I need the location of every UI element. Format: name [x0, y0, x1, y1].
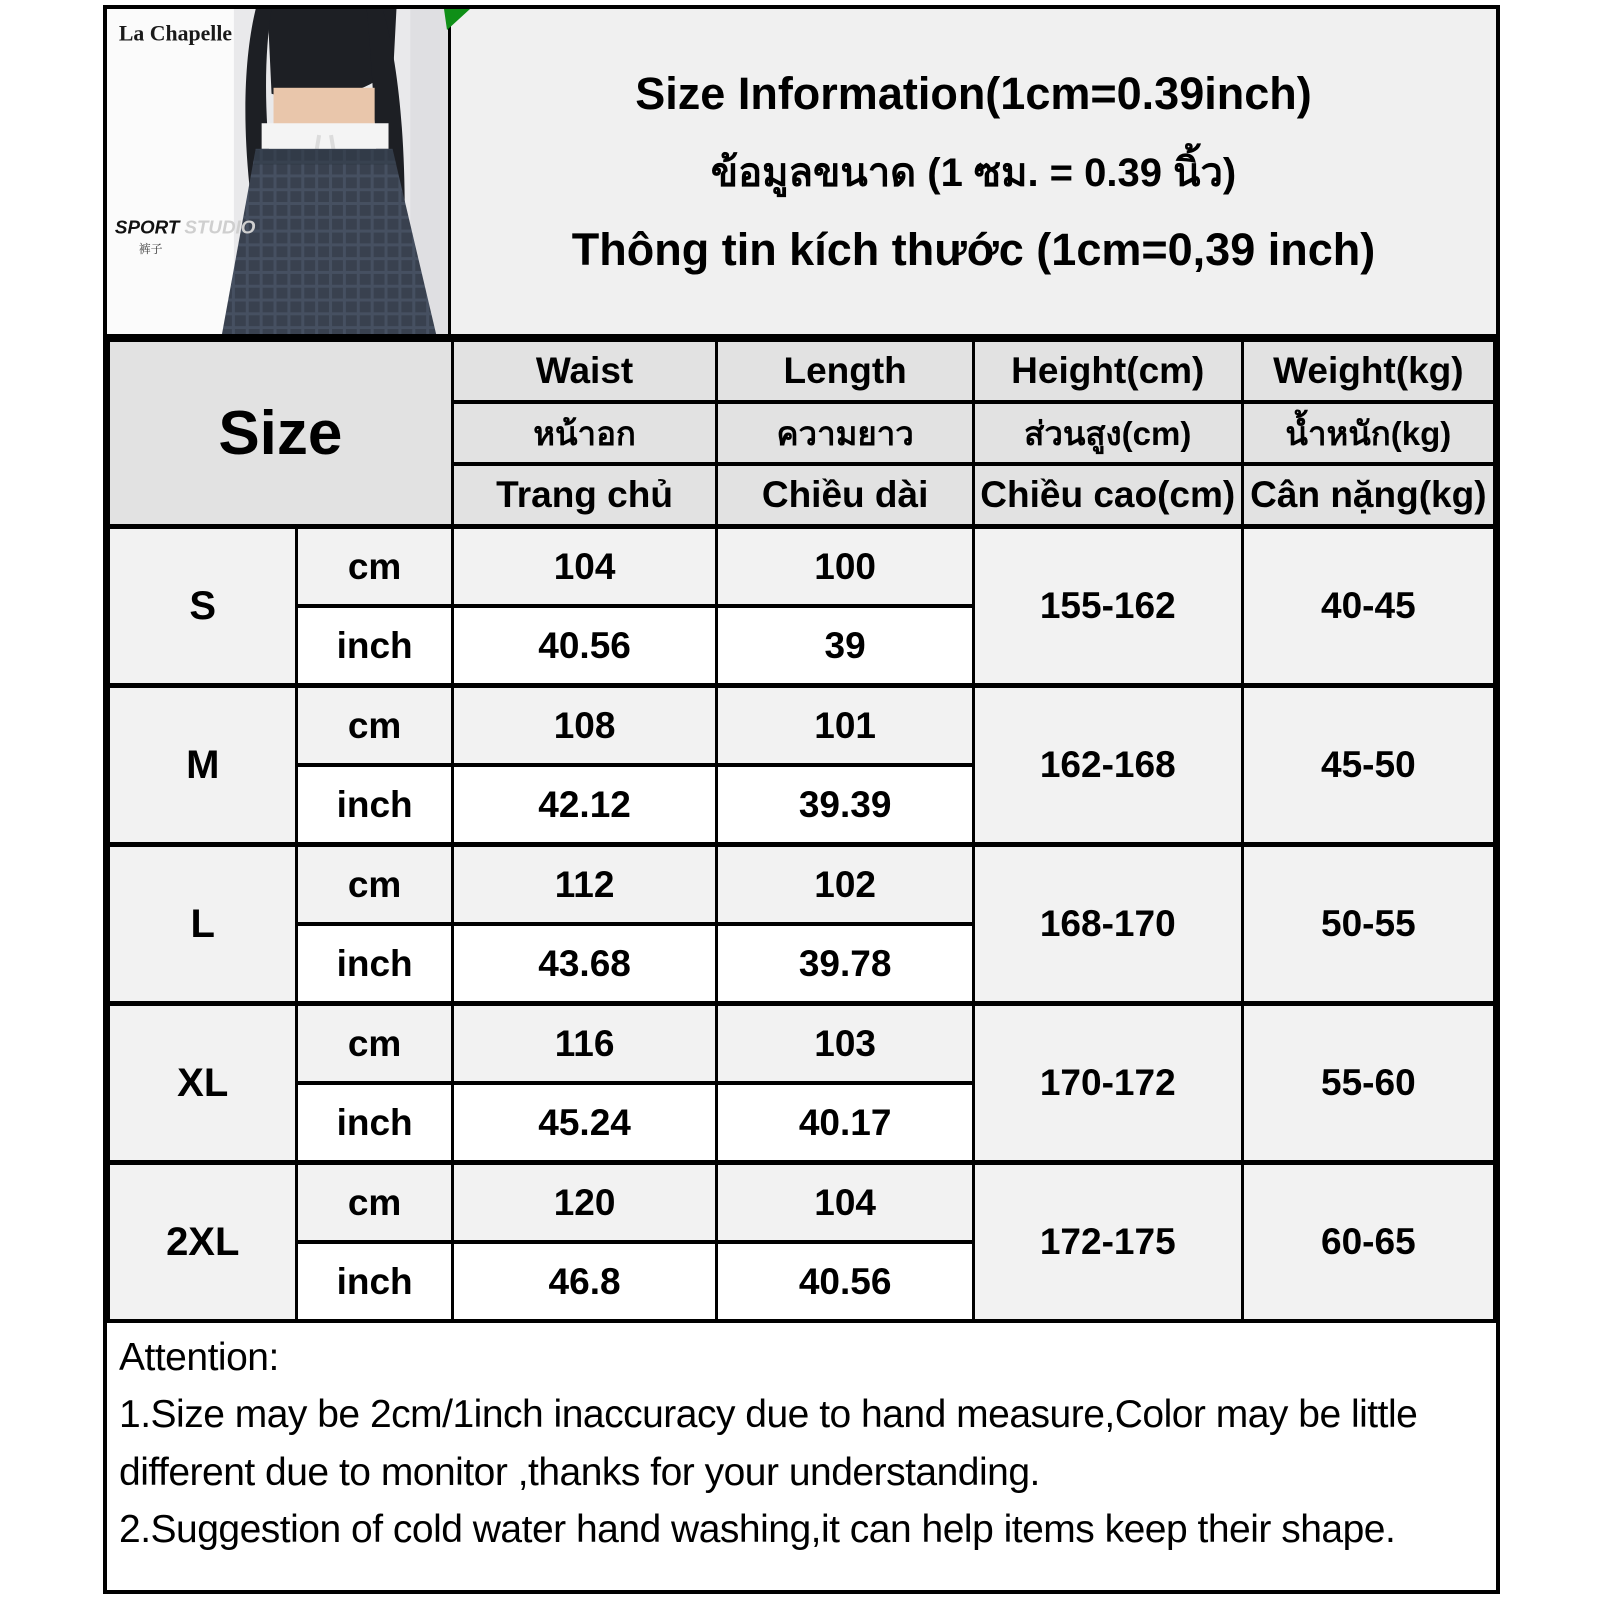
col-header-height-en: Height(cm)	[973, 340, 1242, 402]
length-cm-value: 101	[717, 686, 973, 766]
height-range-value: 172-175	[973, 1163, 1242, 1322]
unit-cm-label: cm	[297, 527, 452, 607]
height-range-value: 155-162	[973, 527, 1242, 686]
unit-inch-label: inch	[297, 1242, 452, 1321]
col-header-weight-en: Weight(kg)	[1242, 340, 1494, 402]
unit-cm-label: cm	[297, 1004, 452, 1084]
length-inch-value: 40.56	[717, 1242, 973, 1321]
unit-cm-label: cm	[297, 845, 452, 925]
unit-inch-label: inch	[297, 765, 452, 845]
col-header-length-th: ความยาว	[717, 402, 973, 464]
table-row	[109, 1163, 1495, 1243]
logo-studio-text: STUDIO	[184, 216, 256, 238]
waist-cm-value: 108	[452, 686, 717, 766]
waist-inch-value: 43.68	[452, 924, 717, 1004]
attention-line-2: 2.Suggestion of cold water hand washing,it can help items keep their shape.	[119, 1507, 1396, 1551]
logo-sub-text: 裤子	[138, 242, 163, 257]
size-table	[107, 338, 1496, 1323]
size-label-m: M	[109, 686, 297, 845]
length-cm-value: 103	[717, 1004, 973, 1084]
weight-range-value: 40-45	[1242, 527, 1494, 686]
waist-inch-value: 45.24	[452, 1083, 717, 1163]
unit-inch-label: inch	[297, 1083, 452, 1163]
table-row	[109, 527, 1495, 607]
length-inch-value: 40.17	[717, 1083, 973, 1163]
table-row	[109, 686, 1495, 766]
weight-range-value: 55-60	[1242, 1004, 1494, 1163]
col-header-waist-en: Waist	[452, 340, 717, 402]
col-header-height-th: ส่วนสูง(cm)	[973, 402, 1242, 464]
waist-inch-value: 42.12	[452, 765, 717, 845]
attention-line-1: 1.Size may be 2cm/1inch inaccuracy due to hand measure,Color may be little different due to monitor ,thanks for your understanding.	[119, 1393, 1418, 1494]
waist-cm-value: 116	[452, 1004, 717, 1084]
unit-inch-label: inch	[297, 606, 452, 686]
weight-range-value: 60-65	[1242, 1163, 1494, 1322]
size-information-header	[451, 9, 1496, 334]
unit-cm-label: cm	[297, 1163, 452, 1243]
size-info-title-vi: Thông tin kích thước (1cm=0,39 inch)	[571, 223, 1376, 275]
table-row	[109, 1004, 1495, 1084]
height-range-value: 170-172	[973, 1004, 1242, 1163]
size-label-2xl: 2XL	[109, 1163, 297, 1322]
length-inch-value: 39	[717, 606, 973, 686]
length-inch-value: 39.39	[717, 765, 973, 845]
top-section	[107, 9, 1496, 338]
waist-inch-value: 46.8	[452, 1242, 717, 1321]
length-cm-value: 104	[717, 1163, 973, 1243]
weight-range-value: 50-55	[1242, 845, 1494, 1004]
waist-cm-value: 112	[452, 845, 717, 925]
unit-inch-label: inch	[297, 924, 452, 1004]
attention-note	[107, 1323, 1496, 1558]
header-row-en	[109, 340, 1495, 402]
size-info-title-th: ข้อมูลขนาด (1 ซม. = 0.39 นิ้ว)	[710, 150, 1237, 195]
model-illustration	[107, 9, 448, 334]
col-header-length-vi: Chiều dài	[717, 464, 973, 527]
waist-cm-value: 104	[452, 527, 717, 607]
size-label-s: S	[109, 527, 297, 686]
product-photo	[107, 9, 451, 334]
col-header-waist-th: หน้าอก	[452, 402, 717, 464]
size-chart-sheet	[103, 5, 1500, 1594]
col-header-weight-vi: Cân nặng(kg)	[1242, 464, 1494, 527]
size-header-cell: Size	[109, 340, 453, 527]
length-inch-value: 39.78	[717, 924, 973, 1004]
col-header-waist-vi: Trang chủ	[452, 464, 717, 527]
waist-cm-value: 120	[452, 1163, 717, 1243]
height-range-value: 168-170	[973, 845, 1242, 1004]
size-info-title-en: Size Information(1cm=0.39inch)	[635, 67, 1312, 119]
col-header-length-en: Length	[717, 340, 973, 402]
height-range-value: 162-168	[973, 686, 1242, 845]
length-cm-value: 100	[717, 527, 973, 607]
col-header-height-vi: Chiều cao(cm)	[973, 464, 1242, 527]
length-cm-value: 102	[717, 845, 973, 925]
weight-range-value: 45-50	[1242, 686, 1494, 845]
unit-cm-label: cm	[297, 686, 452, 766]
size-label-l: L	[109, 845, 297, 1004]
attention-title: Attention:	[119, 1336, 279, 1379]
brand-wordmark: La Chapelle	[118, 21, 233, 46]
table-row	[109, 845, 1495, 925]
col-header-weight-th: น้ำหนัก(kg)	[1242, 402, 1494, 464]
size-label-xl: XL	[109, 1004, 297, 1163]
logo-sport-text: SPORT	[114, 216, 180, 238]
waist-inch-value: 40.56	[452, 606, 717, 686]
